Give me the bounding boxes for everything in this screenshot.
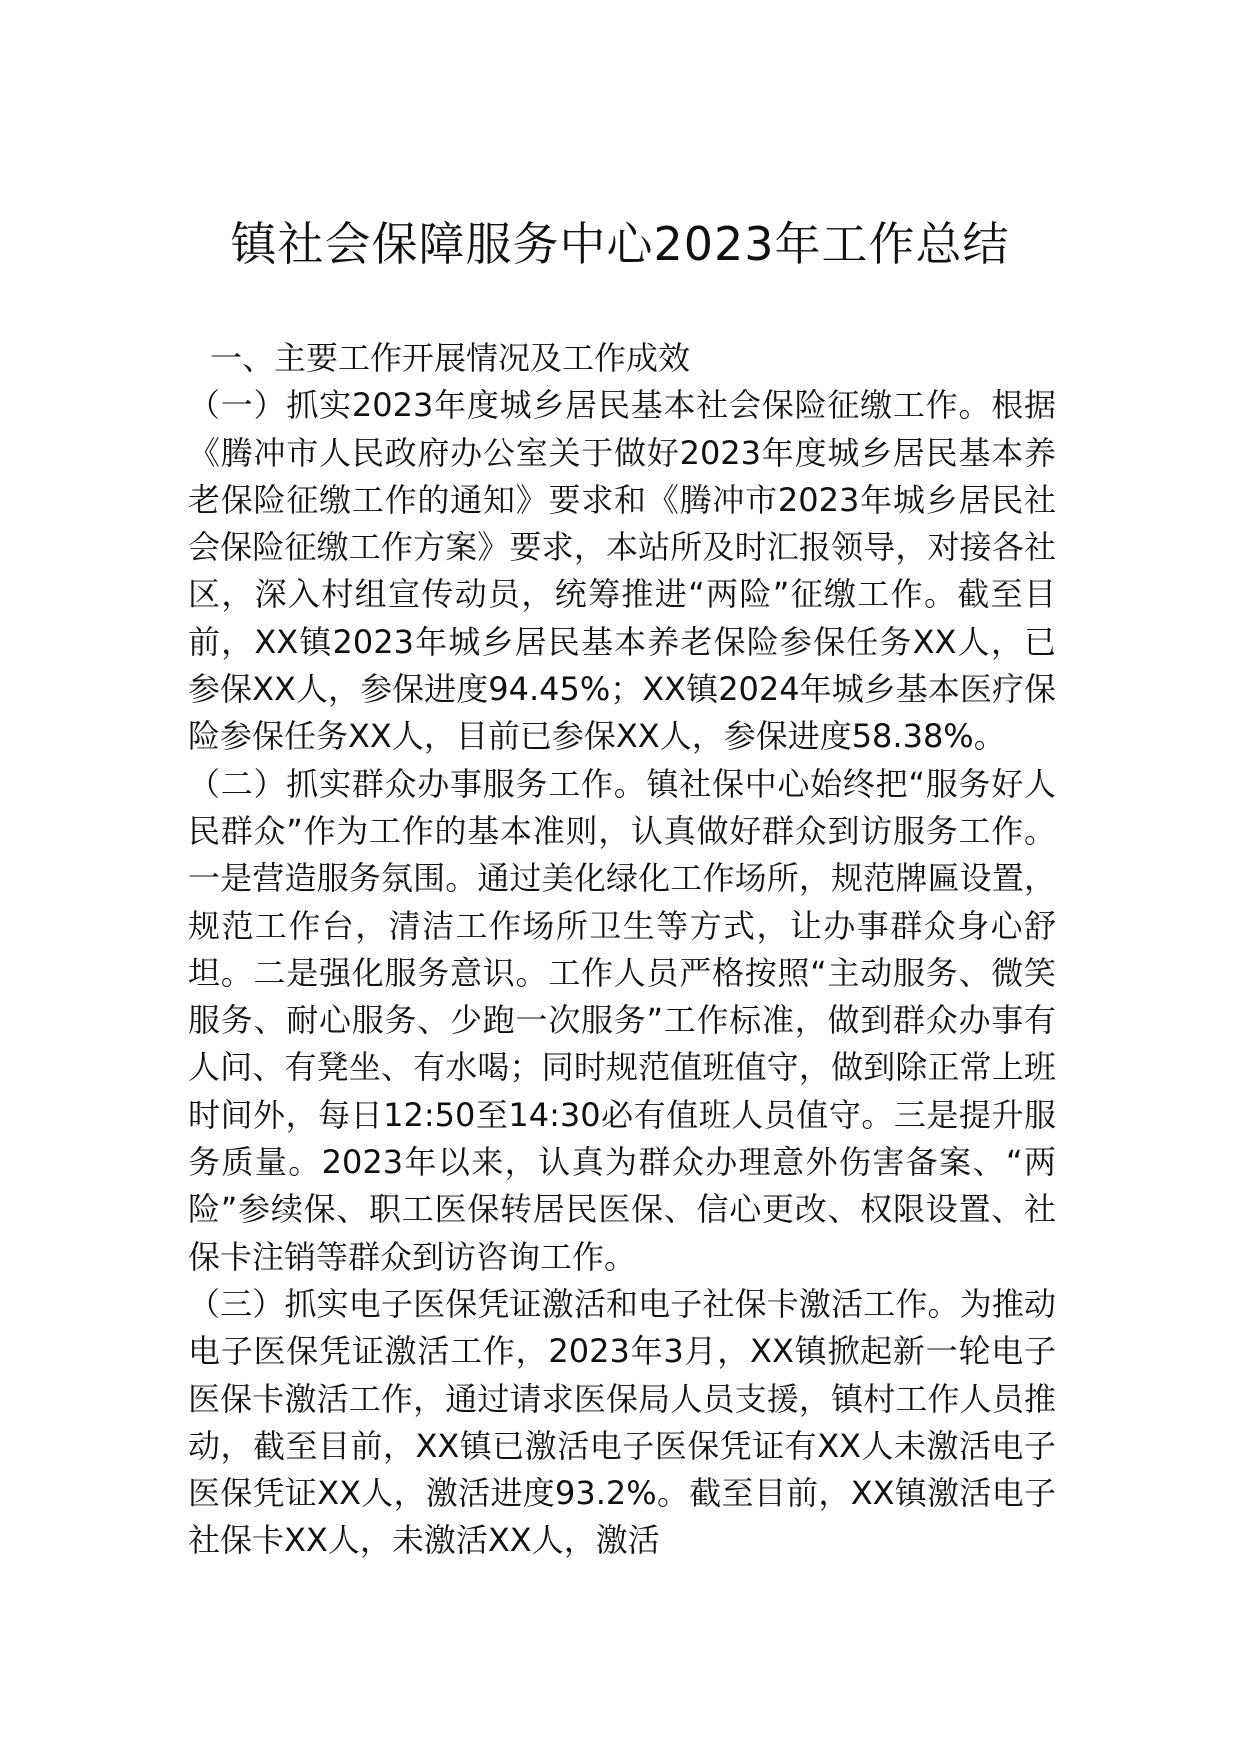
paragraph-3: （三）抓实电子医保凭证激活和电子社保卡激活工作。为推动电子医保凭证激活工作，2023年3月，XX镇掀起新一轮电子医保卡激活工作，通过请求医保局人员支援，镇村工作人员推动，截至目前，XX镇已激活电子医保凭证有XX人未激活电子医保凭证XX人，激活进度93.2%。截至目前，XX镇激活电子社保卡XX人，未激活XX人，激活 (188, 1284, 1056, 1560)
paragraph-1: （一）抓实2023年度城乡居民基本社会保险征缴工作。根据《腾冲市人民政府办公室关于做好2023年度城乡居民基本养老保险征缴工作的通知》要求和《腾冲市2023年城乡居民社会保险征缴工作方案》要求，本站所及时汇报领导，对接各社区，深入村组宣传动员，统筹推进“两险”征缴工作。截至目前，XX镇2023年城乡居民基本养老保险参保任务XX人，已参保XX人，参保进度94.45%；XX镇2024年城乡基本医疗保险参保任务XX人，目前已参保XX人，参保进度58.38%。 (188, 386, 1056, 756)
section-heading: 一、主要工作开展情况及工作成效 (210, 339, 691, 377)
paragraph-2: （二）抓实群众办事服务工作。镇社保中心始终把“服务好人民群众”作为工作的基本准则，认真做好群众到访服务工作。一是营造服务氛围。通过美化绿化工作场所，规范牌匾设置，规范工作台，清洁工作场所卫生等方式，让办事群众身心舒坦。二是强化服务意识。工作人员严格按照“主动服务、微笑服务、耐心服务、少跑一次服务”工作标准，做到群众办事有人问、有凳坐、有水喝；同时规范值班值守，做到除正常上班时间外，每日12:50至14:30必有值班人员值守。三是提升服务质量。2023年以来，认真为群众办理意外伤害备案、“两险”参续保、职工医保转居民医保、信心更改、权限设置、社保卡注销等群众到访咨询工作。 (188, 764, 1056, 1276)
document-title: 镇社会保障服务中心2023年工作总结 (230, 217, 1010, 271)
document-body (188, 335, 1056, 1565)
